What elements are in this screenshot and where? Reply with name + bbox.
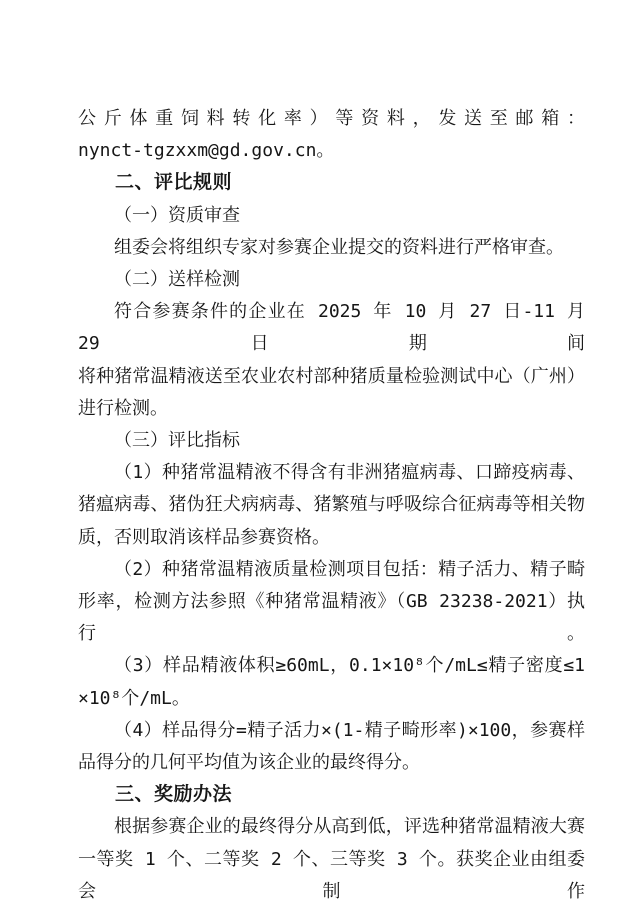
text-line: （3）样品精液体积≥60mL，0.1×10⁸个/mL≤精子密度≤1 [114, 655, 585, 677]
email-line: nynct-tgzxxm@gd.gov.cn。 [78, 140, 335, 162]
subsection-heading-2: （二）送样检测 [114, 269, 240, 291]
text-line: ×10⁸个/mL。 [78, 687, 190, 709]
text-line: 根据参赛企业的最终得分从高到低，评选种猪常温精液大赛 [114, 816, 585, 838]
text-line: （1）种猪常温精液不得含有非洲猪瘟病毒、口蹄疫病毒、 [114, 462, 585, 484]
text-line: 公斤体重饲料转化率）等资料，发送至邮箱： [78, 108, 585, 129]
text-line: （2）种猪常温精液质量检测项目包括：精子活力、精子畸 [114, 558, 585, 580]
document-content [78, 103, 585, 908]
subsection-heading-3: （三）评比指标 [114, 430, 240, 452]
subsection-heading-1: （一）资质审查 [114, 204, 240, 226]
text-line: 猪瘟病毒、猪伪狂犬病病毒、猪繁殖与呼吸综合征病毒等相关物 [78, 494, 585, 516]
section-heading-2: 二、评比规则 [115, 172, 233, 194]
text-line: 形率，检测方法参照《种猪常温精液》（GB 23238-2021）执行。 [78, 591, 585, 645]
section-heading-3: 三、奖励办法 [115, 784, 233, 806]
text-line: 符合参赛条件的企业在 2025 年 10 月 27 日-11 月 29 日期间 [78, 301, 585, 355]
text-line: 质，否则取消该样品参赛资格。 [78, 526, 330, 548]
text-line: 品得分的几何平均值为该企业的最终得分。 [78, 752, 420, 774]
text-line: （4）样品得分=精子活力×(1-精子畸形率)×100，参赛样 [114, 719, 585, 741]
text-line: 进行检测。 [78, 397, 168, 419]
text-line: 一等奖 1 个、二等奖 2 个、三等奖 3 个。获奖企业由组委会制作 [78, 848, 585, 902]
text-line: 将种猪常温精液送至农业农村部种猪质量检验测试中心（广州） [78, 365, 585, 387]
text-line: 组委会将组织专家对参赛企业提交的资料进行严格审查。 [114, 236, 564, 258]
